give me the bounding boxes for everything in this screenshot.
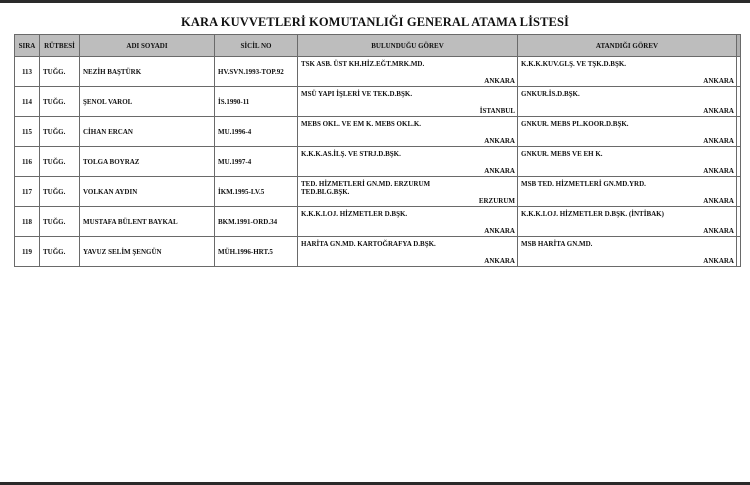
cell-ad-soyad: YAVUZ SELİM ŞENGÜN (80, 237, 215, 267)
cell-ad-soyad: NEZİH BAŞTÜRK (80, 57, 215, 87)
cell-bulundugu-gorev (298, 87, 518, 117)
cell-ad-soyad: TOLGA BOYRAZ (80, 147, 215, 177)
cell-ad-soyad: ŞENOL VAROL (80, 87, 215, 117)
bulundugu-gorev-text: MSÜ YAPI İŞLERİ VE TEK.D.BŞK. (301, 90, 413, 98)
atandigi-city: ANKARA (703, 256, 734, 265)
table-row (15, 57, 741, 87)
cell-extra-strip (737, 57, 741, 87)
cell-sira: 119 (15, 237, 40, 267)
cell-sicil-no: İS.1990-11 (215, 87, 298, 117)
cell-bulundugu-gorev (298, 237, 518, 267)
cell-atandigi-gorev (518, 87, 737, 117)
cell-rutbe: TUĞG. (40, 87, 80, 117)
atandigi-city: ANKARA (703, 136, 734, 145)
cell-bulundugu-gorev (298, 147, 518, 177)
cell-bulundugu-gorev (298, 117, 518, 147)
cell-sicil-no: İKM.1995-LV.5 (215, 177, 298, 207)
table-row (15, 177, 741, 207)
cell-atandigi-gorev (518, 177, 737, 207)
header-sicil-no: SİCİL NO (215, 35, 298, 57)
cell-rutbe: TUĞG. (40, 207, 80, 237)
cell-ad-soyad: VOLKAN AYDIN (80, 177, 215, 207)
cell-atandigi-gorev (518, 147, 737, 177)
header-atandigi-gorev: ATANDIĞI GÖREV (518, 35, 737, 57)
bulundugu-gorev-text: TED. HİZMETLERİ GN.MD. ERZURUM TED.BLG.BŞK. (301, 180, 431, 196)
header-rutbe: RÜTBESİ (40, 35, 80, 57)
document-title: KARA KUVVETLERİ KOMUTANLIĞI GENERAL ATAMA LİSTESİ (181, 15, 569, 29)
cell-rutbe: TUĞG. (40, 237, 80, 267)
appointment-table (14, 34, 741, 267)
cell-sira: 113 (15, 57, 40, 87)
cell-bulundugu-gorev (298, 57, 518, 87)
table-row (15, 207, 741, 237)
bulundugu-city: ANKARA (484, 136, 515, 145)
cell-sira: 117 (15, 177, 40, 207)
table-header-row (15, 35, 741, 57)
atandigi-gorev-text: K.K.K.KUV.GLŞ. VE TŞK.D.BŞK. (521, 60, 627, 68)
cell-sira: 114 (15, 87, 40, 117)
atandigi-gorev-text: MSB TED. HİZMETLERİ GN.MD.YRD. (521, 180, 646, 188)
bulundugu-city: ERZURUM (478, 196, 515, 205)
cell-extra-strip (737, 147, 741, 177)
cell-extra-strip (737, 207, 741, 237)
cell-ad-soyad: MUSTAFA BÜLENT BAYKAL (80, 207, 215, 237)
cell-atandigi-gorev (518, 57, 737, 87)
scan-frame-top (0, 0, 750, 3)
cell-bulundugu-gorev (298, 207, 518, 237)
table-row (15, 117, 741, 147)
cell-sira: 116 (15, 147, 40, 177)
header-bulundugu-gorev: BULUNDUĞU GÖREV (298, 35, 518, 57)
atandigi-gorev-text: GNKUR. MEBS PL.KOOR.D.BŞK. (521, 120, 629, 128)
bulundugu-city: ANKARA (484, 256, 515, 265)
cell-extra-strip (737, 237, 741, 267)
cell-sicil-no: HV.SVN.1993-TOP.92 (215, 57, 298, 87)
bulundugu-gorev-text: HARİTA GN.MD. KARTOĞRAFYA D.BŞK. (301, 240, 436, 248)
cell-extra-strip (737, 177, 741, 207)
cell-atandigi-gorev (518, 117, 737, 147)
atandigi-gorev-text: GNKUR.İS.D.BŞK. (521, 90, 580, 98)
cell-sicil-no: MÜH.1996-HRT.5 (215, 237, 298, 267)
atandigi-gorev-text: MSB HARİTA GN.MD. (521, 240, 593, 248)
bulundugu-gorev-text: MEBS OKL. VE EM K. MEBS OKL.K. (301, 120, 422, 128)
atandigi-gorev-text: GNKUR. MEBS VE EH K. (521, 150, 603, 158)
bulundugu-gorev-text: K.K.K.AS.İLŞ. VE STRJ.D.BŞK. (301, 150, 401, 158)
atandigi-city: ANKARA (703, 166, 734, 175)
atandigi-city: ANKARA (703, 76, 734, 85)
bulundugu-gorev-text: K.K.K.LOJ. HİZMETLER D.BŞK. (301, 210, 408, 218)
atandigi-city: ANKARA (703, 196, 734, 205)
cell-extra-strip (737, 87, 741, 117)
cell-atandigi-gorev (518, 237, 737, 267)
cell-sicil-no: MU.1996-4 (215, 117, 298, 147)
bulundugu-city: İSTANBUL (479, 106, 515, 115)
table-row (15, 87, 741, 117)
cell-rutbe: TUĞG. (40, 147, 80, 177)
cell-rutbe: TUĞG. (40, 117, 80, 147)
bulundugu-city: ANKARA (484, 76, 515, 85)
header-ad-soyad: ADI SOYADI (80, 35, 215, 57)
cell-sicil-no: BKM.1991-ORD.34 (215, 207, 298, 237)
table-row (15, 237, 741, 267)
cell-bulundugu-gorev (298, 177, 518, 207)
bulundugu-city: ANKARA (484, 166, 515, 175)
cell-sicil-no: MU.1997-4 (215, 147, 298, 177)
atandigi-city: ANKARA (703, 106, 734, 115)
bulundugu-gorev-text: TSK ASB. ÜST KH.HİZ.EĞT.MRK.MD. (301, 60, 425, 68)
cell-atandigi-gorev (518, 207, 737, 237)
cell-sira: 118 (15, 207, 40, 237)
cell-rutbe: TUĞG. (40, 57, 80, 87)
cell-rutbe: TUĞG. (40, 177, 80, 207)
atandigi-gorev-text: K.K.K.LOJ. HİZMETLER D.BŞK. (İNTİBAK) (521, 210, 664, 218)
bulundugu-city: ANKARA (484, 226, 515, 235)
header-extra-strip (737, 35, 741, 57)
cell-ad-soyad: CİHAN ERCAN (80, 117, 215, 147)
atandigi-city: ANKARA (703, 226, 734, 235)
header-sira: SIRA (15, 35, 40, 57)
table-row (15, 147, 741, 177)
cell-sira: 115 (15, 117, 40, 147)
cell-extra-strip (737, 117, 741, 147)
